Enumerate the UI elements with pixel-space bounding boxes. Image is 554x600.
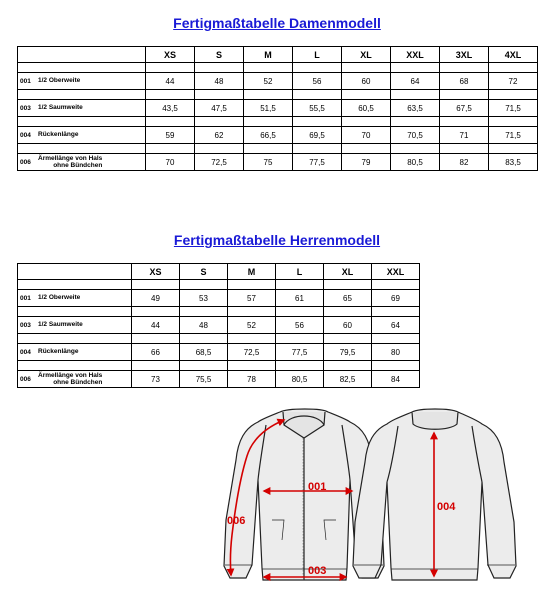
measurement-value: 72,5 — [195, 154, 244, 171]
measurement-value: 52 — [228, 317, 276, 334]
measurement-value: 84 — [372, 371, 420, 388]
size-header: L — [276, 264, 324, 280]
label-006: 006 — [227, 515, 246, 527]
measurement-code: 001 — [20, 294, 31, 302]
size-header: M — [244, 47, 293, 63]
measurement-name: 1/2 Saumweite — [38, 104, 83, 112]
measurement-value: 55,5 — [293, 100, 342, 117]
women-table-title: Fertigmaßtabelle Damenmodell — [173, 15, 381, 31]
size-header: 4XL — [489, 47, 538, 63]
measurement-value: 68,5 — [180, 344, 228, 361]
size-header: XS — [132, 264, 180, 280]
measurement-value: 70,5 — [391, 127, 440, 144]
measurement-code: 001 — [20, 77, 31, 85]
measurement-name: 1/2 Saumweite — [38, 321, 83, 329]
size-header: XS — [146, 47, 195, 63]
measurement-value: 72 — [489, 73, 538, 90]
men-table-title: Fertigmaßtabelle Herrenmodell — [173, 232, 381, 248]
size-header: S — [195, 47, 244, 63]
measurement-value: 66 — [132, 344, 180, 361]
measurement-value: 44 — [146, 73, 195, 90]
measurement-value: 71 — [440, 127, 489, 144]
size-header: 3XL — [440, 47, 489, 63]
measurement-value: 61 — [276, 290, 324, 307]
measurement-value: 73 — [132, 371, 180, 388]
measurement-code: 004 — [20, 348, 31, 356]
measurement-value: 64 — [391, 73, 440, 90]
measurement-value: 79,5 — [324, 344, 372, 361]
measurement-name-line2: ohne Bündchen — [53, 379, 103, 386]
label-001: 001 — [308, 481, 327, 493]
measurement-value: 56 — [293, 73, 342, 90]
measurement-value: 71,5 — [489, 100, 538, 117]
size-header: XL — [324, 264, 372, 280]
measurement-value: 63,5 — [391, 100, 440, 117]
measurement-value: 66,5 — [244, 127, 293, 144]
size-header: S — [180, 264, 228, 280]
measurement-value: 52 — [244, 73, 293, 90]
measurement-name: Rückenlänge — [38, 348, 79, 356]
measurement-value: 51,5 — [244, 100, 293, 117]
measurement-code: 004 — [20, 131, 31, 139]
measurement-name: 1/2 Oberweite — [38, 77, 81, 85]
measurement-name: Ärmellänge von Hals — [38, 155, 103, 162]
measurement-value: 64 — [372, 317, 420, 334]
measurement-value: 53 — [180, 290, 228, 307]
measurement-value: 48 — [195, 73, 244, 90]
measurement-code: 003 — [20, 321, 31, 329]
measurement-value: 77,5 — [276, 344, 324, 361]
measurement-value: 75,5 — [180, 371, 228, 388]
measurement-value: 43,5 — [146, 100, 195, 117]
measurement-value: 79 — [342, 154, 391, 171]
measurement-value: 68 — [440, 73, 489, 90]
measurement-value: 71,5 — [489, 127, 538, 144]
measurement-value: 62 — [195, 127, 244, 144]
measurement-name: 1/2 Oberweite — [38, 294, 81, 302]
measurement-value: 70 — [342, 127, 391, 144]
measurement-value: 70 — [146, 154, 195, 171]
measurement-value: 83,5 — [489, 154, 538, 171]
measurement-value: 69,5 — [293, 127, 342, 144]
size-header: XL — [342, 47, 391, 63]
measurement-value: 72,5 — [228, 344, 276, 361]
measurement-value: 47,5 — [195, 100, 244, 117]
measurement-value: 60,5 — [342, 100, 391, 117]
size-header: M — [228, 264, 276, 280]
measurement-value: 82 — [440, 154, 489, 171]
measurement-code: 006 — [20, 375, 31, 383]
measurement-value: 57 — [228, 290, 276, 307]
label-004: 004 — [437, 501, 456, 513]
measurement-value: 60 — [342, 73, 391, 90]
measurement-value: 67,5 — [440, 100, 489, 117]
measurement-code: 003 — [20, 104, 31, 112]
measurement-value: 69 — [372, 290, 420, 307]
measurement-value: 56 — [276, 317, 324, 334]
measurement-value: 77,5 — [293, 154, 342, 171]
measurement-value: 49 — [132, 290, 180, 307]
measurement-value: 82,5 — [324, 371, 372, 388]
measurement-value: 78 — [228, 371, 276, 388]
measurement-value: 80,5 — [391, 154, 440, 171]
measurement-value: 44 — [132, 317, 180, 334]
size-header: XXL — [391, 47, 440, 63]
measurement-code: 006 — [20, 158, 31, 166]
measurement-name: Rückenlänge — [38, 131, 79, 139]
measurement-name: Ärmellänge von Hals — [38, 372, 103, 379]
measurement-value: 80,5 — [276, 371, 324, 388]
measurement-value: 65 — [324, 290, 372, 307]
measurement-name-line2: ohne Bündchen — [53, 162, 103, 169]
measurement-value: 48 — [180, 317, 228, 334]
measurement-value: 75 — [244, 154, 293, 171]
size-header: L — [293, 47, 342, 63]
measurement-value: 80 — [372, 344, 420, 361]
size-header: XXL — [372, 264, 420, 280]
label-003: 003 — [308, 565, 327, 577]
measurement-value: 59 — [146, 127, 195, 144]
measurement-value: 60 — [324, 317, 372, 334]
